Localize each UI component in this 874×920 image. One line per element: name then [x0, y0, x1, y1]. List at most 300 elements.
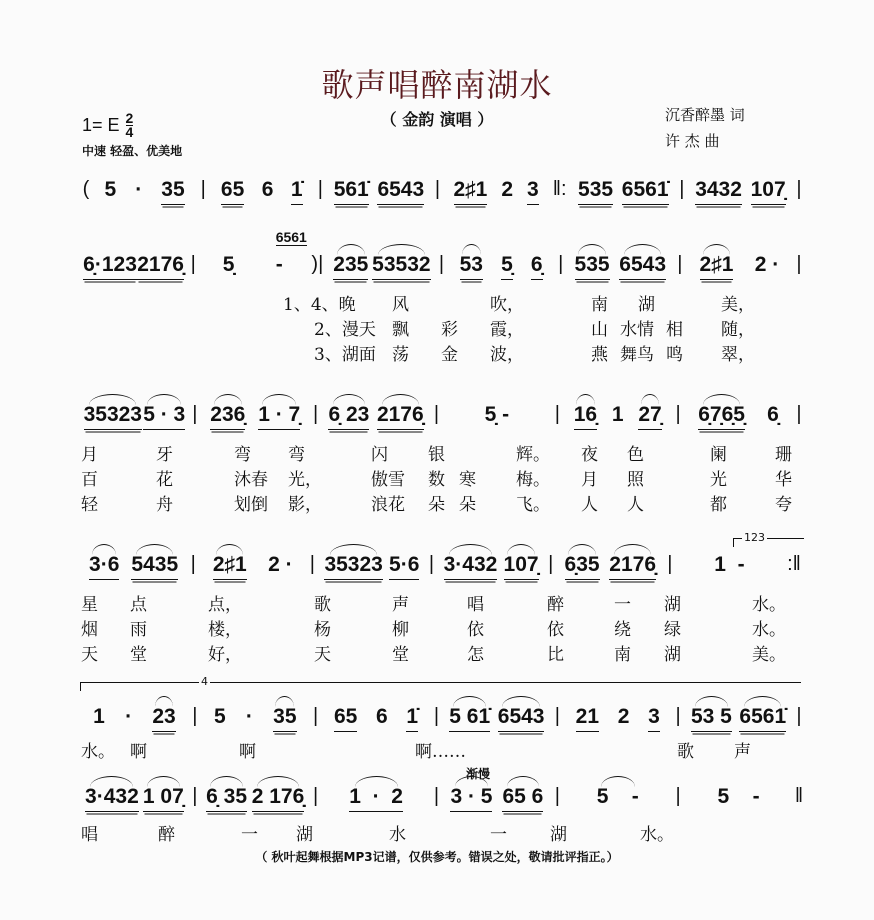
lyric-word: 水。 — [81, 742, 115, 762]
notes: · — [125, 705, 133, 728]
lyric-word: 风 — [392, 295, 409, 315]
barline: | — [313, 403, 319, 425]
measure — [567, 253, 674, 280]
lyric-word: 啊 — [239, 742, 256, 762]
lyric-word: 湖 — [296, 825, 313, 845]
notes: 6543 — [619, 253, 666, 276]
notes: 2 176̣̣ — [251, 785, 305, 808]
lyric-word: 星 — [81, 595, 98, 615]
lyric-word: 山 — [591, 320, 608, 340]
notes: 6̣ 23 — [328, 403, 370, 426]
lyric-word: 啊 — [130, 742, 147, 762]
note-group — [527, 178, 539, 205]
barline: | — [677, 253, 683, 275]
lyric-word: 翠， — [721, 345, 755, 365]
measure — [199, 553, 306, 580]
volta-2-label: 4 — [201, 675, 208, 688]
notes: - — [275, 253, 283, 276]
notes: 35 — [161, 178, 185, 201]
notes: 235 — [333, 253, 369, 276]
lyric-word: 梅。 — [516, 470, 550, 490]
notes: 3 — [526, 178, 539, 201]
lyric-word: 月 — [581, 470, 598, 490]
measure — [563, 785, 672, 811]
measure — [80, 253, 187, 280]
barline: | — [317, 178, 323, 200]
notes: 6543 — [377, 178, 425, 201]
note-group — [739, 705, 786, 732]
note-group — [449, 705, 490, 732]
lyric-word: 月 — [81, 445, 98, 465]
notes: 2♯1 — [212, 553, 247, 576]
notes: 6561̇ — [739, 705, 787, 728]
barline: ‖: — [552, 178, 567, 200]
lyric-word: 水。 — [752, 595, 786, 615]
note-group — [349, 785, 403, 812]
note-group — [137, 253, 184, 280]
lyric-word: 好， — [208, 645, 242, 665]
note-group — [691, 705, 732, 732]
lyric-word: 烟 — [81, 620, 98, 640]
time-top: 2 — [125, 110, 134, 126]
notes: 6̣ — [767, 403, 779, 426]
note-group — [755, 253, 780, 279]
notes: 21 — [575, 705, 600, 728]
ritardando-mark: 渐慢 — [466, 767, 491, 781]
lyric-word: 照 — [627, 470, 644, 490]
notes: 1 - — [714, 553, 745, 576]
notes: 1̇ — [290, 178, 303, 201]
lyric-word: 百 — [81, 470, 98, 490]
lyric-word: 鸣 — [666, 345, 683, 365]
notes: 35323 — [324, 553, 383, 576]
open-paren: ( — [82, 178, 90, 200]
lyric-word: 珊 — [775, 445, 792, 465]
note-group — [578, 178, 613, 205]
note-group — [618, 705, 630, 731]
lyric-word: 闪 — [371, 445, 388, 465]
barline: | — [313, 705, 319, 727]
music-row — [80, 229, 805, 280]
lyric-word: 3、湖面 — [314, 345, 376, 365]
barline: | — [796, 178, 802, 200]
lyric-word: 银 — [428, 445, 445, 465]
note-group — [389, 553, 419, 580]
measure — [201, 785, 310, 812]
notes: 6̣35 — [564, 553, 600, 576]
notes: · — [245, 705, 253, 728]
lyric-word: 堂 — [392, 645, 409, 665]
notes: 3·432 — [443, 553, 498, 576]
note-group — [324, 553, 382, 580]
measure — [92, 178, 197, 205]
song-title: 歌声唱醉南湖水 — [321, 66, 553, 104]
notes: 65 — [220, 178, 245, 201]
measure — [322, 785, 431, 812]
lyric-word: 楼， — [208, 620, 242, 640]
measure — [442, 785, 551, 812]
lyric-word: 都 — [710, 495, 727, 515]
measure — [80, 403, 189, 430]
lyric-word: 声 — [392, 595, 409, 615]
measure — [442, 705, 551, 732]
lyric-word: 舟 — [156, 495, 173, 515]
lyric-word: 朵 — [428, 495, 445, 515]
notes: 65 6 — [502, 785, 544, 808]
notes: 5̣ — [501, 253, 513, 276]
note-group — [131, 553, 178, 580]
notes: 53 — [459, 253, 483, 276]
barline: | — [192, 403, 198, 425]
key-signature — [82, 112, 133, 139]
lyric-word: 傲雪 — [371, 470, 405, 490]
music-row — [80, 785, 805, 812]
notes: 1 07̣ — [142, 785, 184, 808]
barline: | — [438, 253, 445, 275]
measure — [571, 178, 676, 205]
lyric-word: 湖 — [550, 825, 567, 845]
lyric-word: 天 — [314, 645, 331, 665]
note-group — [700, 253, 734, 280]
notes: 2 · — [268, 553, 293, 576]
lyric-word: 寒 — [459, 470, 476, 490]
notes: 6̣ 35 — [206, 785, 248, 808]
measure — [328, 253, 435, 280]
notes: 5̣ — [222, 253, 235, 276]
barline: | — [554, 403, 560, 425]
lyric-word: 啊…… — [415, 742, 466, 762]
lyric-word: 飞。 — [516, 495, 550, 515]
notes: 35 — [273, 705, 297, 728]
note-group — [84, 403, 142, 430]
note-group — [206, 785, 247, 812]
notes: 1 · 7̣ — [258, 403, 301, 426]
lyric-word: 绿 — [664, 620, 681, 640]
note-group — [565, 553, 600, 580]
lyric-word: 一 — [241, 825, 258, 845]
notes: 1 · 2 — [349, 785, 403, 808]
note-group — [223, 253, 235, 279]
notes: 5435 — [131, 553, 179, 576]
lyric-word: 浪花 — [371, 495, 405, 515]
barline: | — [190, 253, 196, 275]
barline: | — [313, 785, 319, 807]
barline: | — [192, 785, 198, 807]
barline: | — [554, 705, 560, 727]
notes: 6 — [376, 705, 388, 728]
notes: 236̣ — [210, 403, 246, 426]
measure — [201, 705, 310, 732]
lyric-word: 水。 — [640, 825, 674, 845]
lyric-word: 醉 — [547, 595, 564, 615]
barline: )| — [311, 253, 324, 275]
barline: | — [558, 253, 564, 275]
lyric-word: 色 — [627, 445, 644, 465]
barline: | — [675, 785, 681, 807]
notes: 5 — [104, 178, 117, 201]
barline: | — [309, 553, 315, 575]
notes: 27̣ — [638, 403, 662, 426]
lyric-word: 夜 — [581, 445, 598, 465]
note-group — [252, 785, 305, 812]
measure — [438, 553, 545, 580]
notes: 3432 — [695, 178, 742, 201]
lyric-word: 柳 — [392, 620, 409, 640]
music-row — [80, 705, 805, 732]
note-group — [485, 403, 510, 429]
notes: 6543 — [497, 705, 545, 728]
measure — [322, 705, 431, 732]
lyric-word: 唱 — [467, 595, 484, 615]
key: 1= E — [82, 115, 120, 135]
lyric-word: 华 — [775, 470, 792, 490]
notes: 535 — [578, 178, 614, 201]
lyric-word: 南 — [614, 645, 631, 665]
lyric-word: 人 — [627, 495, 644, 515]
measure — [442, 403, 551, 429]
note-group — [85, 785, 139, 812]
notes: 16̣ — [573, 403, 598, 426]
lyric-word: 杨 — [314, 620, 331, 640]
notes: 1 — [611, 403, 624, 426]
notes: 6̣·123 — [83, 253, 137, 276]
lyric-word: 依 — [467, 620, 484, 640]
lyric-word: 雨 — [130, 620, 147, 640]
notes: 6 — [261, 178, 274, 201]
note-group — [622, 178, 669, 205]
lyric-word: 2、漫天 — [314, 320, 376, 340]
notes: 5 61̇ — [449, 705, 491, 728]
lyric-word: 一 — [490, 825, 507, 845]
notes: 2176̣̣ — [376, 403, 424, 426]
note-group — [143, 403, 185, 430]
lyric-word: 轻 — [81, 495, 98, 515]
note-group — [574, 403, 597, 430]
tempo-marking: 中速 轻盈、优美地 — [82, 144, 183, 158]
barline: | — [434, 178, 441, 200]
lyric-word: 歌 — [677, 742, 694, 762]
lyric-word: 声 — [734, 742, 751, 762]
measure — [563, 705, 672, 732]
notes: 53 5 — [690, 705, 732, 728]
note-group — [714, 553, 744, 579]
note-group — [333, 253, 368, 280]
measure — [444, 178, 549, 205]
note-group — [377, 403, 424, 430]
music-row — [80, 553, 805, 580]
time-bottom: 4 — [125, 124, 134, 140]
notes: 1 — [93, 705, 105, 728]
measure — [209, 178, 314, 205]
lyric-word: 弯 — [234, 445, 251, 465]
notes: 2 — [501, 178, 514, 201]
notes: 5 - — [596, 785, 639, 808]
barline: | — [675, 705, 681, 727]
notes: 2♯1 — [453, 178, 488, 201]
volta-2 — [80, 675, 801, 691]
lyric-word: 舞鸟 — [620, 345, 654, 365]
note-group — [213, 553, 247, 580]
lyric-word: 弯 — [288, 445, 305, 465]
lyric-word: 辉。 — [516, 445, 550, 465]
lyric-word: 南 — [591, 295, 608, 315]
note-group — [648, 705, 660, 732]
note-group — [638, 403, 661, 430]
lyric-word: 点， — [208, 595, 242, 615]
note-group — [214, 705, 226, 731]
note-group — [450, 785, 492, 812]
lyric-word: 湖 — [664, 645, 681, 665]
lyric-word: 比 — [547, 645, 564, 665]
lyric-word: 金 — [441, 345, 458, 365]
notes: 5 — [213, 705, 226, 728]
barline: | — [548, 553, 554, 575]
lyric-word: 吹， — [490, 295, 524, 315]
barline: | — [554, 785, 560, 807]
grace-notes: 6561 — [275, 229, 307, 245]
lyric-word: 唱 — [81, 825, 98, 845]
notes: 6̣7̣6̣5̣ — [698, 403, 745, 426]
notes: 5 · 3 — [143, 403, 186, 426]
note-group — [93, 705, 105, 731]
note-group — [83, 253, 137, 280]
note-group — [105, 178, 117, 204]
lyric-word: 依 — [547, 620, 564, 640]
measure — [318, 553, 425, 580]
lyric-word: 随， — [721, 320, 755, 340]
notes: 5 - — [717, 785, 760, 808]
measure — [563, 403, 672, 430]
measure — [80, 705, 189, 732]
note-group — [531, 253, 543, 280]
music-row — [80, 403, 805, 430]
lyric-word: 美， — [721, 295, 755, 315]
lyric-word: 水情 — [620, 320, 654, 340]
note-group — [698, 403, 745, 430]
time-signature — [126, 112, 134, 139]
lyric-word: 湖 — [638, 295, 655, 315]
note-group — [406, 705, 418, 732]
barline: | — [679, 178, 685, 200]
note-group — [501, 178, 513, 204]
notes: 561̇ — [333, 178, 369, 201]
measure — [684, 403, 793, 430]
note-group — [575, 253, 610, 280]
lyric-word: 燕 — [591, 345, 608, 365]
note-group — [454, 178, 488, 205]
measure — [322, 403, 431, 430]
note-group — [612, 403, 624, 429]
measure — [80, 785, 189, 812]
measure — [684, 785, 793, 811]
notes: 53532 — [372, 253, 431, 276]
note-group — [291, 178, 303, 205]
note-group — [246, 705, 253, 731]
measure — [326, 178, 431, 205]
lyric-word: 阑 — [710, 445, 727, 465]
note-group — [377, 178, 424, 205]
note-group — [221, 178, 244, 205]
note-group — [502, 785, 543, 812]
lyric-word: 飘 — [392, 320, 409, 340]
lyric-word: 波， — [490, 345, 524, 365]
notes: 23 — [152, 705, 176, 728]
note-group — [89, 553, 119, 580]
lyric-word: 彩 — [441, 320, 458, 340]
lyric-word: 数 — [428, 470, 445, 490]
barline: | — [200, 178, 206, 200]
notes: 5̣ - — [484, 403, 510, 426]
lyric-word: 歌 — [314, 595, 331, 615]
lyric-word: 荡 — [392, 345, 409, 365]
note-group — [210, 403, 245, 430]
note-group — [444, 553, 498, 580]
lyric-word: 美。 — [752, 645, 786, 665]
lyric-word: 划倒 — [234, 495, 268, 515]
lyric-word: 堂 — [130, 645, 147, 665]
note-group — [504, 553, 539, 580]
note-group — [718, 785, 760, 811]
notes: 1̇ — [406, 705, 419, 728]
barline: ‖ — [794, 785, 804, 807]
composer: 许 杰 曲 — [665, 132, 720, 150]
barline: | — [190, 553, 196, 575]
note-group — [498, 705, 545, 732]
measure — [686, 253, 793, 280]
volta-1 — [733, 531, 804, 547]
lyric-word: 夸 — [775, 495, 792, 515]
notes: · — [135, 178, 143, 201]
measure — [201, 403, 310, 430]
volta-1-label: 123 — [744, 531, 765, 544]
note-group — [152, 705, 175, 732]
measure — [199, 229, 307, 279]
note-group — [161, 178, 184, 205]
lyric-word: 水 — [389, 825, 406, 845]
lyric-word: 牙 — [156, 445, 173, 465]
lyric-word: 沐春 — [234, 470, 268, 490]
notes: 35323 — [83, 403, 142, 426]
notes: 3·432 — [85, 785, 139, 808]
measure — [684, 705, 793, 732]
notes: 6561̇ — [621, 178, 669, 201]
notes: 65 — [334, 705, 358, 728]
note-group — [334, 705, 357, 732]
lyric-word: 湖 — [664, 595, 681, 615]
notes: 107̣ — [503, 553, 539, 576]
note-group — [328, 403, 369, 430]
notes: 535 — [574, 253, 610, 276]
note-group — [767, 403, 779, 429]
notes: 3 · 5 — [450, 785, 493, 808]
note-group — [609, 553, 656, 580]
notes: 5·6 — [389, 553, 420, 576]
note-group — [372, 253, 430, 280]
note-group — [695, 178, 742, 205]
barline: | — [433, 403, 440, 425]
lyricist: 沉香醉墨 词 — [665, 106, 745, 124]
barline: | — [675, 403, 681, 425]
notes: 2176̣̣ — [137, 253, 184, 276]
barline: | — [796, 253, 802, 275]
measure — [448, 253, 555, 280]
lyric-word: 光， — [288, 470, 322, 490]
notes: 2176̣̣ — [609, 553, 656, 576]
lyric-word: 一 — [614, 595, 631, 615]
barline: | — [433, 785, 440, 807]
singer: （ 金韵 演唱 ） — [380, 110, 494, 129]
lyric-word: 1、4、晚 — [283, 295, 356, 315]
